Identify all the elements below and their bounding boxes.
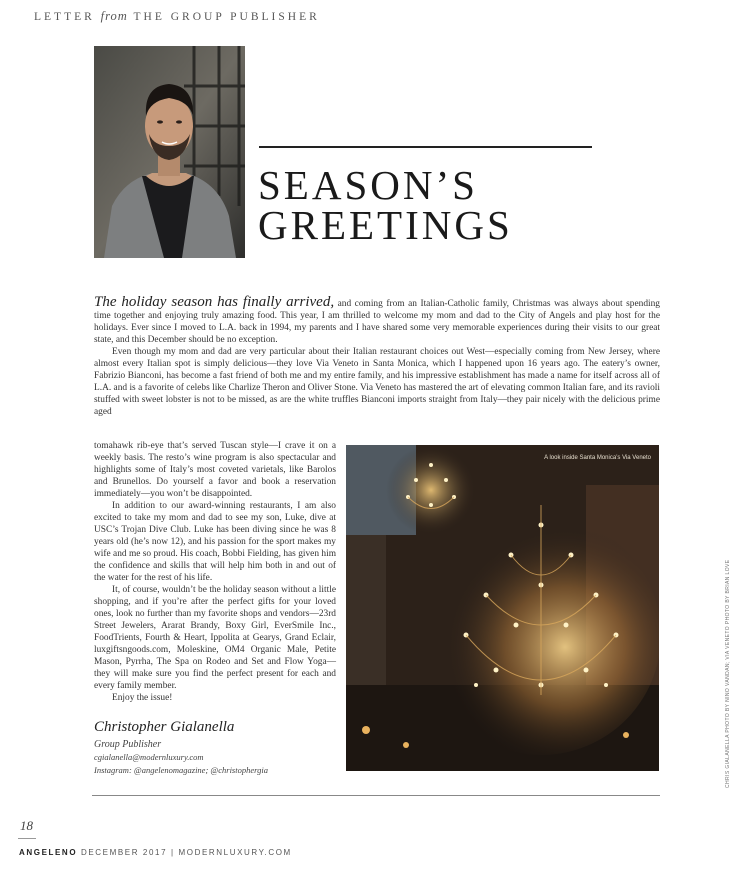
page-footer (19, 848, 292, 857)
restaurant-photo (346, 445, 659, 771)
signature-email[interactable]: cgialanella@modernluxury.com (94, 752, 204, 762)
header-from: from (100, 9, 128, 23)
page-number: 18 (20, 818, 33, 833)
photo-credit: CHRIS GIALANELLA PHOTO BY NINO VANDAN; VIA VENETO PHOTO BY BRIAN LOVE (725, 559, 731, 788)
headline-line-1: SEASON’S (258, 162, 478, 208)
paragraph-2-continued: tomahawk rib-eye that’s served Tuscan style—I crave it on a weekly basis. The resto’s wine program is also spectacular and highlights some of Italy’s most coveted varietals, like Barolos and Brunellos. Do yourself a favor and book a reservation immediately—you won’t be disappointed. (94, 441, 336, 499)
section-header (34, 9, 320, 24)
closing-line: Enjoy the issue! (112, 693, 173, 703)
page-title (258, 162, 513, 248)
intro-lead: The holiday season has finally arrived, (94, 294, 335, 310)
footer-issue: DECEMBER 2017 (80, 848, 168, 857)
intro-paragraph (94, 296, 660, 346)
header-publisher: THE GROUP PUBLISHER (133, 11, 320, 23)
footer-separator: | (170, 848, 175, 857)
paragraph-3: In addition to our award-winning restaurants, I am also excited to take my mom and dad to see my son, Luke, dive at USC’s Trojan Dive Club. Luke has been diving since he was 8 years old (he’s now 12), and his passion for the sport makes my wife and me so proud. His coach, Bobbi Fielding, has given him the confidence and skills that will help him both in and out of the water for the rest of his life. (94, 501, 336, 583)
signature-name: Christopher Gialanella (94, 719, 235, 735)
headline-rule (259, 146, 592, 148)
footer-site[interactable]: MODERNLUXURY.COM (178, 848, 292, 857)
page-number-rule (18, 838, 36, 839)
header-letter: LETTER (34, 11, 95, 23)
paragraph-2-wide: Even though my mom and dad are very particular about their Italian restaurant choices out West—especially coming from New Jersey, where almost every Italian spot is simply delicious—they love Via Veneto in Santa Monica, which I happened upon 16 years ago. The eatery’s owner, Fabrizio Bianconi, has become a fast friend of both me and my entire family, and his impressive establishment has made a name for itself across all of L.A. and is a favorite of celebs like Charlize Theron and Oliver Stone. Via Veneto has mastered the art of elevating common Italian fare, and its ravioli stuffed with sweet lobster is not to be missed, as are the white truffles Bianconi imports straight from Italy—they pair nicely with the delicious prime aged (94, 347, 660, 417)
photo-caption: A look inside Santa Monica’s Via Veneto (544, 455, 651, 461)
footer-brand: ANGELENO (19, 848, 78, 857)
headline-line-2: GREETINGS (258, 202, 513, 248)
signature-title: Group Publisher (94, 739, 162, 750)
article-body-wide (94, 296, 660, 418)
paragraph-4: It, of course, wouldn’t be the holiday season without a little shopping, and if you’re after the perfect gifts for your loved ones, look no further than my favorite shops and vendors—23rd Street Jewelers, Ararat Brandy, Boxy Girl, EverSmile Inc., FoodTrients, Fourth & Heart, Ippolita at Gearys, Grand Eclair, luxgiftsngoods.com, Moleskine, OM4 Organic Male, Petite Mason, Pyrrha, The Spa on Rodeo and Set and Flow Yoga—they will make sure you find the perfect present for each and every family member. (94, 585, 336, 691)
signature-details (94, 738, 268, 777)
publisher-portrait (94, 46, 245, 258)
intro-rest: and coming from an Italian-Catholic family, Christmas was always about spending time together and enjoying truly amazing food. This year, I am thrilled to welcome my mom and dad to the City of Angels and play host for the holidays. Ever since I moved to L.A. back in 1994, my parents and I have shared some very memorable experiences during their visits to our great state, and this December should be no exception. (94, 299, 660, 345)
signature-instagram: Instagram: @angelenomagazine; @christophergia (94, 765, 268, 775)
article-body-narrow (94, 440, 336, 704)
footer-rule (92, 795, 660, 796)
